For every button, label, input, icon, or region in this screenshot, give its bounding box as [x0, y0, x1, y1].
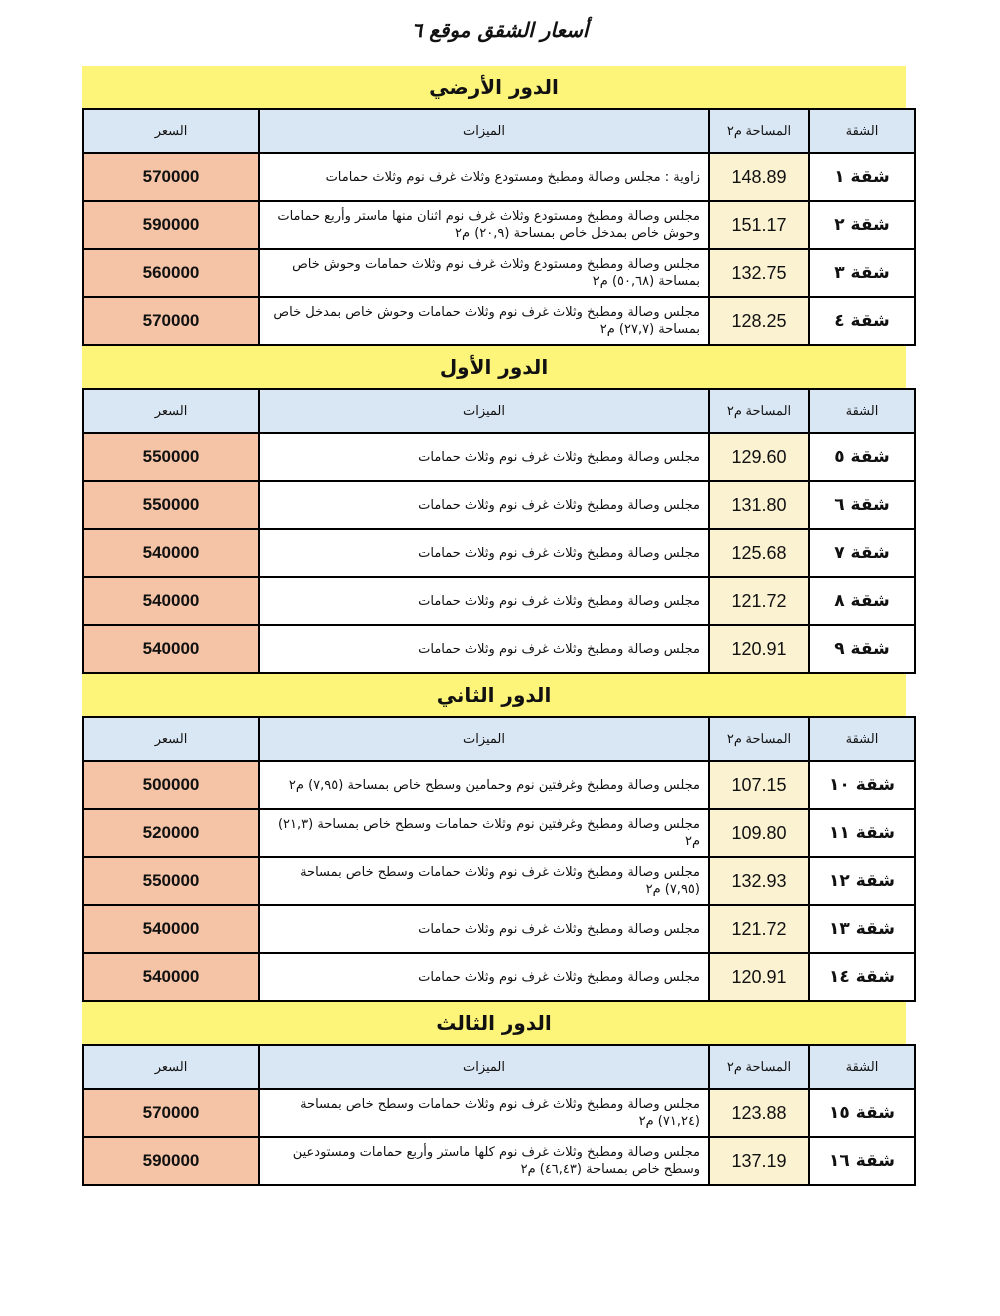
area-cell: 128.25	[709, 297, 809, 345]
column-header-apartment: الشقة	[809, 717, 915, 761]
column-header-area: المساحة م٢	[709, 389, 809, 433]
price-cell: 500000	[83, 761, 259, 809]
column-header-area: المساحة م٢	[709, 109, 809, 153]
area-cell: 148.89	[709, 153, 809, 201]
price-cell: 540000	[83, 577, 259, 625]
features-cell: مجلس وصالة ومطبخ وثلاث غرف نوم وثلاث حمامات وحوش خاص بمدخل خاص بمساحة (٢٧,٧) م٢	[259, 297, 709, 345]
features-cell: مجلس وصالة ومطبخ وثلاث غرف نوم وثلاث حمامات وسطح خاص بمساحة (٧١,٢٤) م٢	[259, 1089, 709, 1137]
apartment-cell: شقة ١٦	[809, 1137, 915, 1185]
area-cell: 125.68	[709, 529, 809, 577]
apartment-cell: شقة ٤	[809, 297, 915, 345]
table-row	[83, 857, 915, 905]
price-cell: 540000	[83, 953, 259, 1001]
features-cell: مجلس وصالة ومطبخ وثلاث غرف نوم وثلاث حمامات	[259, 625, 709, 673]
column-header-features: الميزات	[259, 389, 709, 433]
features-cell: مجلس وصالة ومطبخ وثلاث غرف نوم وثلاث حمامات وسطح خاص بمساحة (٧,٩٥) م٢	[259, 857, 709, 905]
table-header-row	[83, 1045, 915, 1089]
price-sheet	[82, 66, 906, 1186]
floor-heading: الدور الثالث	[82, 1002, 906, 1044]
area-cell: 107.15	[709, 761, 809, 809]
apartment-cell: شقة ١١	[809, 809, 915, 857]
table-row	[83, 433, 915, 481]
features-cell: مجلس وصالة ومطبخ وثلاث غرف نوم وثلاث حمامات	[259, 905, 709, 953]
area-cell: 109.80	[709, 809, 809, 857]
price-cell: 540000	[83, 905, 259, 953]
column-header-price: السعر	[83, 1045, 259, 1089]
area-cell: 120.91	[709, 625, 809, 673]
price-cell: 570000	[83, 153, 259, 201]
area-cell: 131.80	[709, 481, 809, 529]
features-cell: مجلس وصالة ومطبخ وثلاث غرف نوم وثلاث حمامات	[259, 953, 709, 1001]
features-cell: مجلس وصالة ومطبخ وثلاث غرف نوم وثلاث حمامات	[259, 529, 709, 577]
apartments-table	[82, 716, 916, 1002]
apartment-cell: شقة ١٤	[809, 953, 915, 1001]
price-cell: 540000	[83, 625, 259, 673]
table-row	[83, 809, 915, 857]
apartment-cell: شقة ١	[809, 153, 915, 201]
apartment-cell: شقة ٦	[809, 481, 915, 529]
area-cell: 132.75	[709, 249, 809, 297]
table-header-row	[83, 389, 915, 433]
column-header-price: السعر	[83, 109, 259, 153]
price-cell: 550000	[83, 857, 259, 905]
apartment-cell: شقة ٨	[809, 577, 915, 625]
price-cell: 570000	[83, 1089, 259, 1137]
apartments-table	[82, 1044, 916, 1186]
apartments-table	[82, 388, 916, 674]
features-cell: مجلس وصالة ومطبخ وثلاث غرف نوم وثلاث حمامات	[259, 433, 709, 481]
area-cell: 132.93	[709, 857, 809, 905]
table-row	[83, 201, 915, 249]
table-row	[83, 297, 915, 345]
features-cell: مجلس وصالة ومطبخ وثلاث غرف نوم كلها ماستر وأربع حمامات ومستودعين وسطح خاص بمساحة (٤٦,٤٣) م٢	[259, 1137, 709, 1185]
price-cell: 550000	[83, 433, 259, 481]
column-header-area: المساحة م٢	[709, 1045, 809, 1089]
area-cell: 129.60	[709, 433, 809, 481]
apartment-cell: شقة ٧	[809, 529, 915, 577]
column-header-features: الميزات	[259, 1045, 709, 1089]
table-row	[83, 153, 915, 201]
price-cell: 590000	[83, 201, 259, 249]
area-cell: 121.72	[709, 905, 809, 953]
features-cell: مجلس وصالة ومطبخ وثلاث غرف نوم وثلاث حمامات	[259, 577, 709, 625]
column-header-apartment: الشقة	[809, 389, 915, 433]
features-cell: مجلس وصالة ومطبخ ومستودع وثلاث غرف نوم وثلاث حمامات وحوش خاص بمساحة (٥٠,٦٨) م٢	[259, 249, 709, 297]
apartment-cell: شقة ٣	[809, 249, 915, 297]
area-cell: 151.17	[709, 201, 809, 249]
table-row	[83, 761, 915, 809]
area-cell: 123.88	[709, 1089, 809, 1137]
column-header-features: الميزات	[259, 717, 709, 761]
floor-heading: الدور الأول	[82, 346, 906, 388]
apartment-cell: شقة ١٣	[809, 905, 915, 953]
features-cell: مجلس وصالة ومطبخ وغرفتين نوم وحمامين وسطح خاص بمساحة (٧,٩٥) م٢	[259, 761, 709, 809]
table-row	[83, 905, 915, 953]
apartment-cell: شقة ٢	[809, 201, 915, 249]
area-cell: 121.72	[709, 577, 809, 625]
price-cell: 550000	[83, 481, 259, 529]
table-row	[83, 1137, 915, 1185]
table-row	[83, 481, 915, 529]
column-header-price: السعر	[83, 389, 259, 433]
floor-heading: الدور الأرضي	[82, 66, 906, 108]
apartment-cell: شقة ٩	[809, 625, 915, 673]
table-row	[83, 249, 915, 297]
apartment-cell: شقة ٥	[809, 433, 915, 481]
table-header-row	[83, 109, 915, 153]
features-cell: مجلس وصالة ومطبخ وثلاث غرف نوم وثلاث حمامات	[259, 481, 709, 529]
features-cell: مجلس وصالة ومطبخ وغرفتين نوم وثلاث حمامات وسطح خاص بمساحة (٢١,٣) م٢	[259, 809, 709, 857]
page-title: أسعار الشقق موقع ٦	[411, 18, 589, 42]
price-cell: 560000	[83, 249, 259, 297]
apartments-table	[82, 108, 916, 346]
area-cell: 137.19	[709, 1137, 809, 1185]
column-header-features: الميزات	[259, 109, 709, 153]
column-header-price: السعر	[83, 717, 259, 761]
column-header-area: المساحة م٢	[709, 717, 809, 761]
table-row	[83, 625, 915, 673]
table-row	[83, 1089, 915, 1137]
apartment-cell: شقة ١٥	[809, 1089, 915, 1137]
column-header-apartment: الشقة	[809, 109, 915, 153]
table-header-row	[83, 717, 915, 761]
features-cell: مجلس وصالة ومطبخ ومستودع وثلاث غرف نوم اثنان منها ماستر وأربع حمامات وحوش خاص بمدخل خاص بمساحة (٢٠,٩) م٢	[259, 201, 709, 249]
price-cell: 540000	[83, 529, 259, 577]
price-cell: 520000	[83, 809, 259, 857]
price-cell: 590000	[83, 1137, 259, 1185]
floor-heading: الدور الثاني	[82, 674, 906, 716]
features-cell: زاوية : مجلس وصالة ومطبخ ومستودع وثلاث غرف نوم وثلاث حمامات	[259, 153, 709, 201]
price-cell: 570000	[83, 297, 259, 345]
apartment-cell: شقة ١٠	[809, 761, 915, 809]
table-row	[83, 953, 915, 1001]
table-row	[83, 577, 915, 625]
table-row	[83, 529, 915, 577]
apartment-cell: شقة ١٢	[809, 857, 915, 905]
area-cell: 120.91	[709, 953, 809, 1001]
column-header-apartment: الشقة	[809, 1045, 915, 1089]
